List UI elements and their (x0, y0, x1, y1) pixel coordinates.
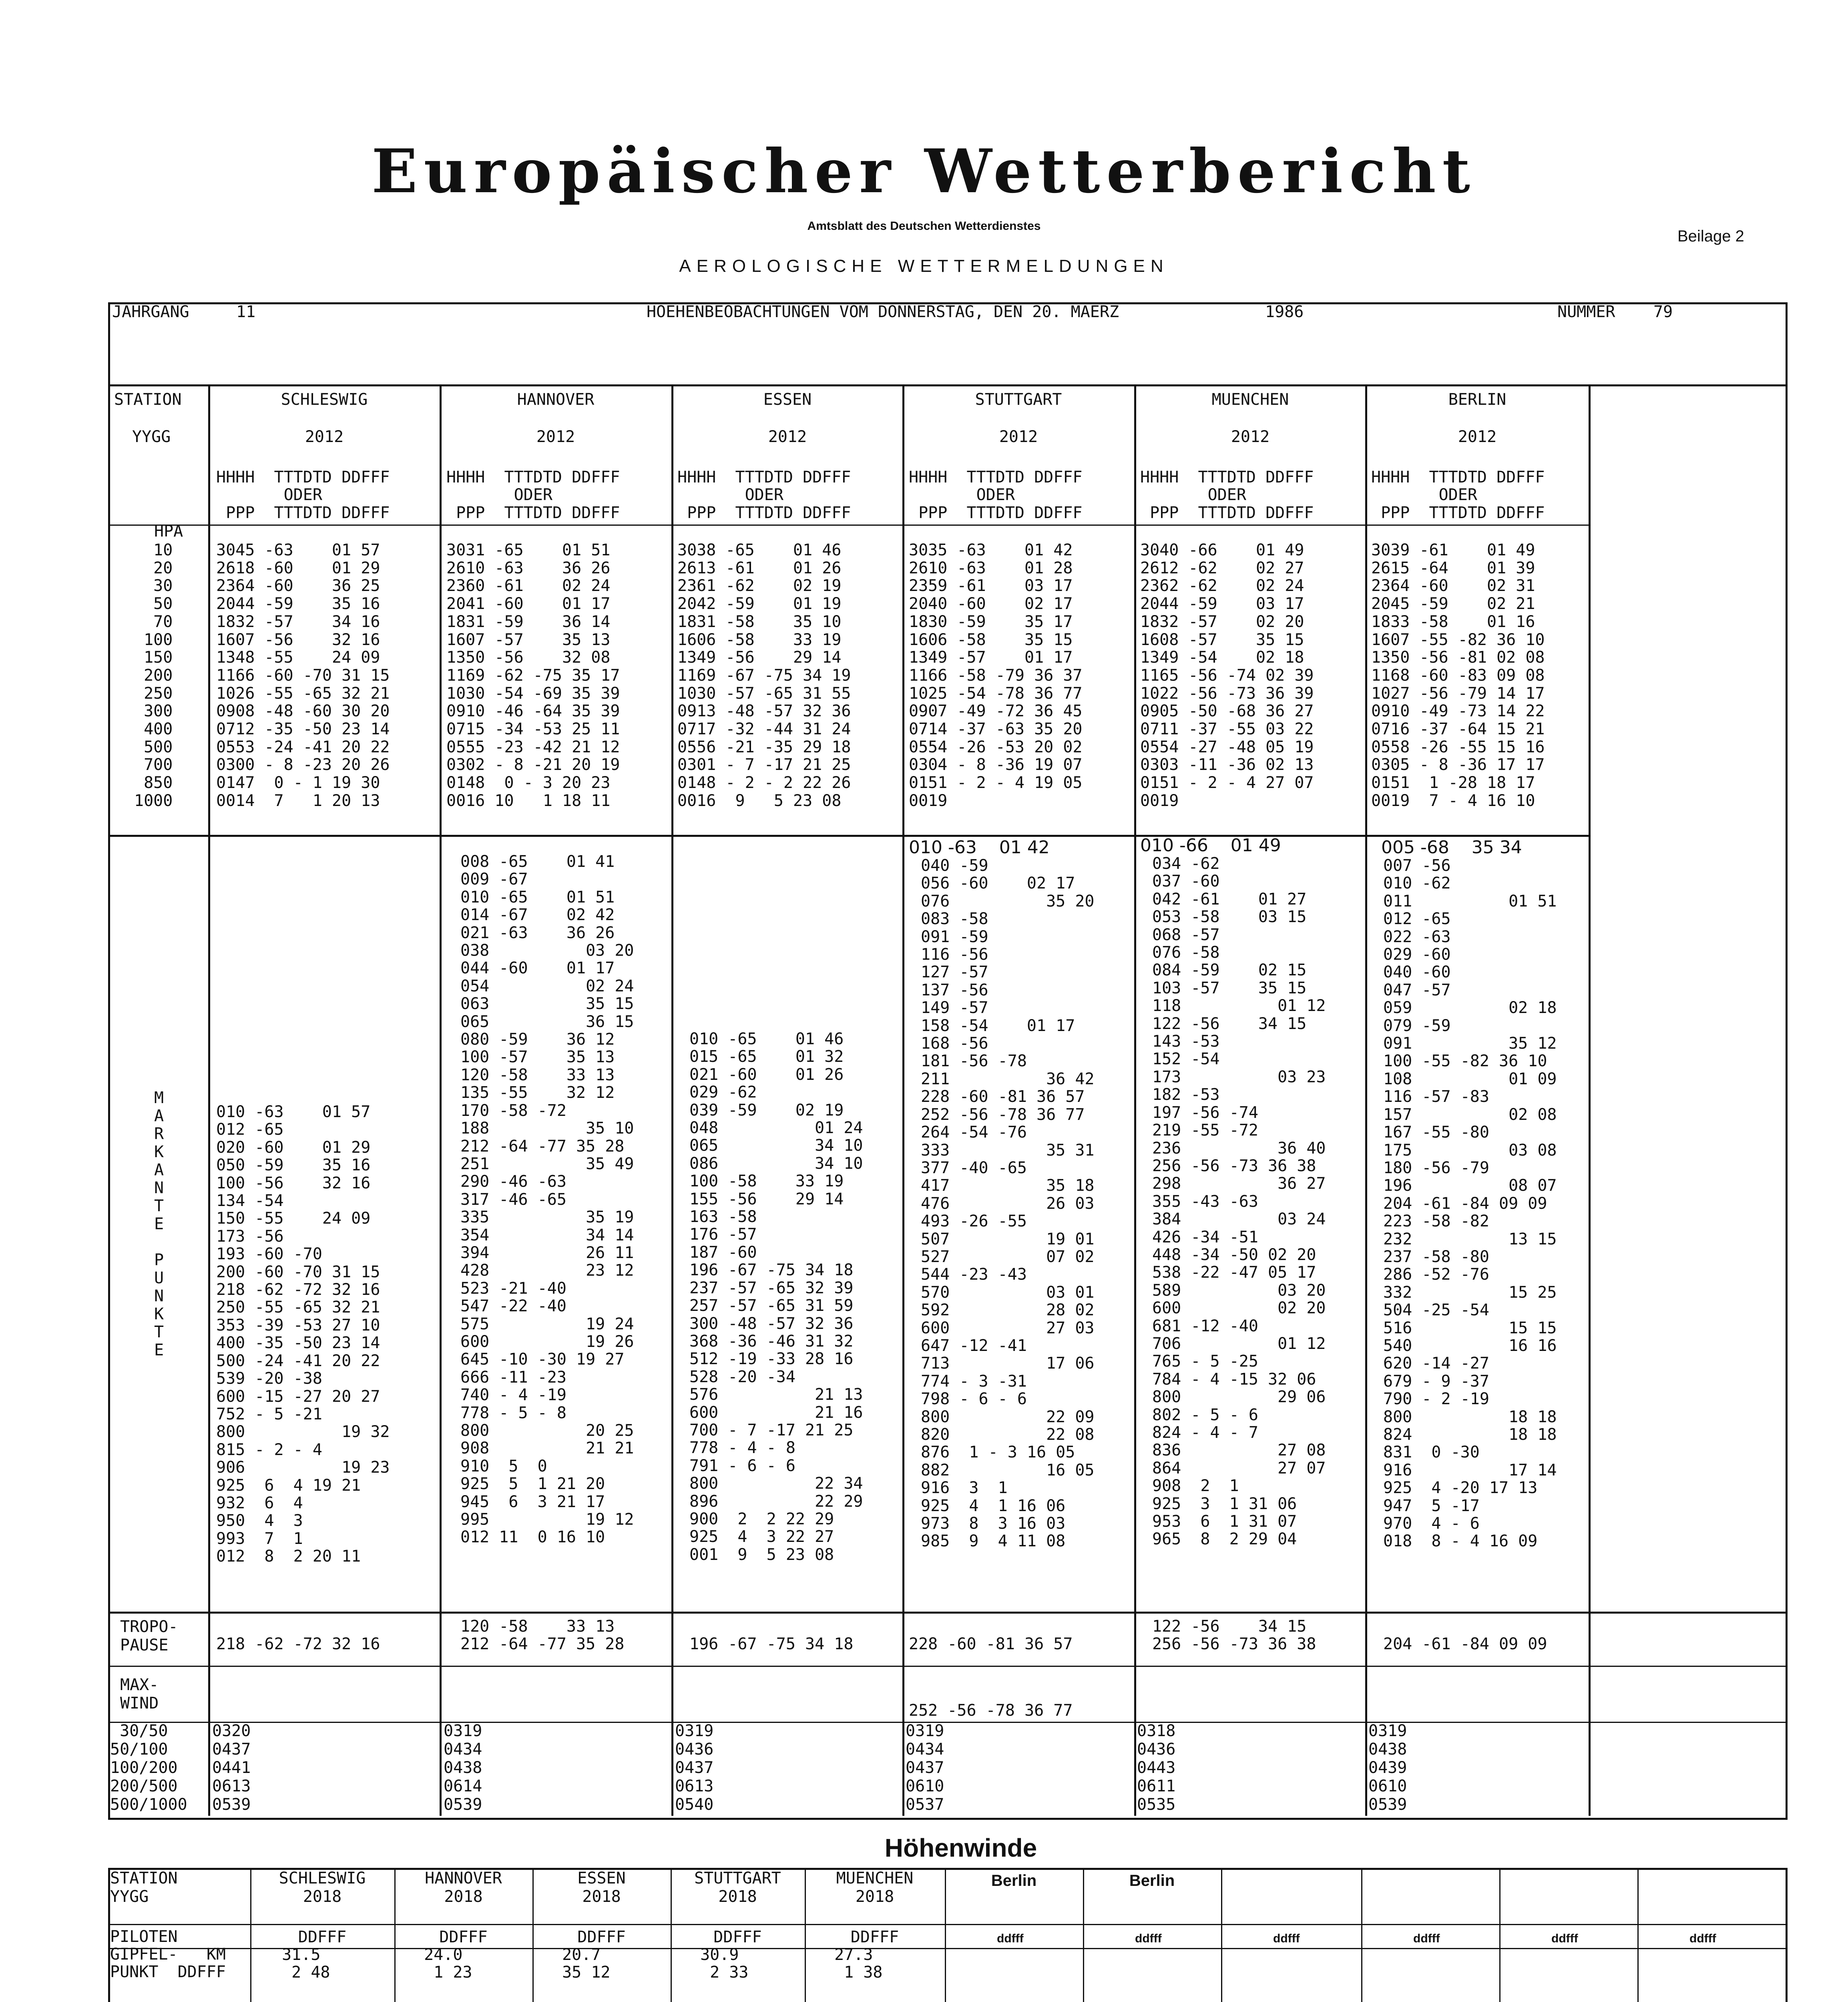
ddfff-head: DDFFF (577, 1928, 626, 1946)
time-label: 2012 (1231, 428, 1270, 446)
tropopause-value: 204 -61 -84 09 09 (1383, 1635, 1547, 1654)
station-name: ESSEN (763, 390, 812, 409)
thickness-values: 0320 0437 0441 0613 0539 (212, 1722, 251, 1814)
gipfel-value: 27.3 1 38 (834, 1946, 883, 1982)
significant-levels: 040 -59 056 -60 02 17 076 35 20 083 -58 091 -59 116 -56 127 -57 137 -56 149 -57 158 -54 01 17 168 -56 181 -56 -78 211 36 42 228 -60 -81 36 57 252 -56 -78 36 77 264 -54 -76 333 35 31 377 -40 -65 417 35 18 476 26 03 493 -26 -55 507 19 01 527 07 02 544 -23 -43 570 03 01 592 28 02 600 27 03 647 -12 -41 713 17 06 774 - 3 -31 798 - 6 - 6 800 22 09 820 22 08 876 1 - 3 16 05 882 16 05 916 3 1 925 4 1 16 06 973 8 3 16 03 985 9 4 11 08 (921, 856, 1095, 1551)
thickness-values: 0318 0436 0443 0611 0535 (1137, 1722, 1176, 1814)
jahrgang-label: JAHRGANG (112, 303, 189, 321)
handwritten-entry: 010 -66 01 49 (1140, 835, 1281, 856)
thickness-values: 0319 0438 0439 0610 0539 (1368, 1722, 1407, 1814)
station-name: MUENCHEN (1211, 390, 1289, 409)
maxwind-label: MAX- WIND (120, 1676, 159, 1713)
time-label: 2018 (718, 1887, 757, 1906)
ddfff-head: DDFFF (850, 1928, 899, 1946)
column-head: HHHH TTTDTD DDFFF ODER PPP TTTDTD DDFFF (1371, 468, 1545, 522)
nummer-value: 79 (1653, 303, 1673, 321)
station-label: STATION (114, 390, 182, 409)
station-name: BERLIN (1448, 390, 1507, 409)
ddfff-small: ddfff (997, 1932, 1024, 1945)
ddfff-head: DDFFF (439, 1928, 488, 1946)
column-head: HHHH TTTDTD DDFFF ODER PPP TTTDTD DDFFF (216, 468, 390, 522)
station-name: HANNOVER (425, 1869, 502, 1887)
beilage-label: Beilage 2 (1677, 227, 1744, 245)
time-label: 2018 (444, 1887, 483, 1906)
ddfff-head: DDFFF (298, 1928, 347, 1946)
handwritten-entry: 005 -68 35 34 (1381, 837, 1522, 858)
significant-levels: 008 -65 01 41 009 -67 010 -65 01 51 014 -67 02 42 021 -63 36 26 038 03 20 044 -60 01 17 054 02 24 063 35 15 065 36 15 080 -59 36 12 100 -57 35 13 120 -58 33 13 135 -55 32 12 170 -58 -72 188 35 10 212 -64 -77 35 28 251 35 49 290 -46 -63 317 -46 -65 335 35 19 354 34 14 394 26 11 428 23 12 523 -21 -40 547 -22 -40 575 19 24 600 19 26 645 -10 -30 19 27 666 -11 -23 740 - 4 -19 778 - 5 - 8 800 20 25 908 21 21 910 5 0 925 5 1 21 20 945 6 3 21 17 995 19 12 012 11 0 16 10 (460, 852, 634, 1547)
ddfff-head: DDFFF (713, 1928, 762, 1946)
thickness-values: 0319 0434 0437 0610 0537 (906, 1722, 944, 1814)
year: 1986 (1265, 303, 1304, 321)
tropopause-value: 228 -60 -81 36 57 (909, 1635, 1073, 1654)
standard-levels: 3031 -65 01 51 2610 -63 36 26 2360 -61 02 24 2041 -60 01 17 1831 -59 36 14 1607 -57 35 13 1350 -56 32 08 1169 -62 -75 35 17 1030 -54 -69 35 39 0910 -46 -64 35 39 0715 -34 -53 25 11 0555 -23 -42 21 12 0302 - 8 -21 20 19 0148 0 - 3 20 23 0016 10 1 18 11 (446, 541, 620, 810)
marked-points-label: M A R K A N T E P U N K T E (154, 1089, 164, 1359)
tropopause-label: TROPO- PAUSE (120, 1618, 178, 1654)
significant-levels: 007 -56 010 -62 011 01 51 012 -65 022 -63 029 -60 040 -60 047 -57 059 02 18 079 -59 091 35 12 100 -55 -82 36 10 108 01 09 116 -57 -83 157 02 08 167 -55 -80 175 03 08 180 -56 -79 196 08 07 204 -61 -84 09 09 223 -58 -82 232 13 15 237 -58 -80 286 -52 -76 332 15 25 504 -25 -54 516 15 15 540 16 16 620 -14 -27 679 - 9 -37 790 - 2 -19 800 18 18 824 18 18 831 0 -30 916 17 14 925 4 -20 17 13 947 5 -17 970 4 - 6 018 8 - 4 16 09 (1383, 856, 1557, 1551)
standard-levels: 3040 -66 01 49 2612 -62 02 27 2362 -62 02 24 2044 -59 03 17 1832 -57 02 20 1608 -57 35 15 1349 -54 02 18 1165 -56 -74 02 39 1022 -56 -73 36 39 0905 -50 -68 36 27 0711 -37 -55 03 22 0554 -27 -48 05 19 0303 -11 -36 02 13 0151 - 2 - 4 27 07 0019 (1140, 541, 1314, 810)
station-name: MUENCHEN (836, 1869, 914, 1887)
thickness-label: 30/50 50/100 100/200 200/500 500/1000 (110, 1722, 187, 1814)
thickness-values: 0319 0436 0437 0613 0540 (675, 1722, 714, 1814)
station-name: ESSEN (577, 1869, 626, 1887)
extra-station-1: Berlin (991, 1872, 1037, 1889)
time-label: 2018 (582, 1887, 621, 1906)
nummer-label: NUMMER (1557, 303, 1615, 321)
extra-station-2: Berlin (1129, 1872, 1175, 1889)
significant-levels: 034 -62 037 -60 042 -61 01 27 053 -58 03 15 068 -57 076 -58 084 -59 02 15 103 -57 35 15 118 01 12 122 -56 34 15 143 -53 152 -54 173 03 23 182 -53 197 -56 -74 219 -55 -72 236 36 40 256 -56 -73 36 38 298 36 27 355 -43 -63 384 03 24 426 -34 -51 448 -34 -50 02 20 538 -22 -47 05 17 589 03 20 600 02 20 681 -12 -40 706 01 12 765 - 5 -25 784 - 4 -15 32 06 800 29 06 802 - 5 - 6 824 - 4 - 7 836 27 08 864 27 07 908 2 1 925 3 1 31 06 953 6 1 31 07 965 8 2 29 04 (1152, 854, 1326, 1549)
station-name: SCHLESWIG (279, 1869, 366, 1887)
time-label: 2012 (1458, 428, 1497, 446)
piloten-label: PILOTEN GIPFEL- KM PUNKT DDFFF (110, 1928, 226, 1981)
winds-station-label: STATION YYGG (110, 1869, 178, 1906)
ddfff-small: ddfff (1273, 1932, 1300, 1945)
gipfel-value: 30.9 2 33 (700, 1946, 749, 1982)
hoehenwinde-title: Höhenwinde (884, 1833, 1037, 1862)
time-label: 2012 (305, 428, 344, 446)
time-label: 2012 (768, 428, 807, 446)
tropopause-value: 122 -56 34 15 256 -56 -73 36 38 (1152, 1617, 1316, 1654)
tropopause-value: 218 -62 -72 32 16 (216, 1635, 380, 1654)
standard-levels: 3035 -63 01 42 2610 -63 01 28 2359 -61 03 17 2040 -60 02 17 1830 -59 35 17 1606 -58 35 15 1349 -57 01 17 1166 -58 -79 36 37 1025 -54 -78 36 77 0907 -49 -72 36 45 0714 -37 -63 35 20 0554 -26 -53 20 02 0304 - 8 -36 19 07 0151 - 2 - 4 19 05 0019 (909, 541, 1083, 810)
time-label: 2018 (303, 1887, 342, 1906)
column-head: HHHH TTTDTD DDFFF ODER PPP TTTDTD DDFFF (1140, 468, 1314, 522)
gipfel-value: 24.0 1 23 (424, 1946, 472, 1982)
standard-levels: 3045 -63 01 57 2618 -60 01 29 2364 -60 36 25 2044 -59 35 16 1832 -57 34 16 1607 -56 32 16 1348 -55 24 09 1166 -60 -70 31 15 1026 -55 -65 32 21 0908 -48 -60 30 20 0712 -35 -50 23 14 0553 -24 -41 20 22 0300 - 8 -23 20 26 0147 0 - 1 19 30 0014 7 1 20 13 (216, 541, 390, 810)
column-head: HHHH TTTDTD DDFFF ODER PPP TTTDTD DDFFF (677, 468, 851, 522)
tropopause-value: 120 -58 33 13 212 -64 -77 35 28 (460, 1617, 625, 1654)
station-name: SCHLESWIG (281, 390, 368, 409)
section-title: AEROLOGISCHE WETTERMELDUNGEN (679, 256, 1169, 276)
column-head: HHHH TTTDTD DDFFF ODER PPP TTTDTD DDFFF (909, 468, 1083, 522)
ddfff-small: ddfff (1551, 1932, 1578, 1945)
page-title: Europäischer Wetterbericht (372, 136, 1476, 207)
time-label: 2012 (999, 428, 1038, 446)
handwritten-entry: 010 -63 01 42 (909, 837, 1050, 858)
jahrgang-value: 11 (236, 303, 256, 321)
tropopause-value: 196 -67 -75 34 18 (689, 1635, 854, 1654)
station-name: HANNOVER (517, 390, 595, 409)
ddfff-small: ddfff (1689, 1932, 1716, 1945)
ddfff-small: ddfff (1135, 1932, 1162, 1945)
time-label: 2012 (536, 428, 575, 446)
column-head: HHHH TTTDTD DDFFF ODER PPP TTTDTD DDFFF (446, 468, 620, 522)
subtitle: Amtsblatt des Deutschen Wetterdienstes (807, 219, 1041, 233)
maxwind-value: 252 -56 -78 36 77 (909, 1701, 1073, 1720)
station-name: STUTTGART (694, 1869, 781, 1887)
gipfel-value: 31.5 2 48 (282, 1946, 330, 1982)
significant-levels: 010 -63 01 57 012 -65 020 -60 01 29 050 -59 35 16 100 -56 32 16 134 -54 150 -55 24 09 173 -56 193 -60 -70 200 -60 -70 31 15 218 -62 -72 32 16 250 -55 -65 32 21 353 -39 -53 27 10 400 -35 -50 23 14 500 -24 -41 20 22 539 -20 -38 600 -15 -27 20 27 752 - 5 -21 800 19 32 815 - 2 - 4 906 19 23 925 6 4 19 21 932 6 4 950 4 3 993 7 1 012 8 2 20 11 (216, 1103, 390, 1566)
significant-levels: 010 -65 01 46 015 -65 01 32 021 -60 01 26 029 -62 039 -59 02 19 048 01 24 065 34 10 086 34 10 100 -58 33 19 155 -56 29 14 163 -58 176 -57 187 -60 196 -67 -75 34 18 237 -57 -65 32 39 257 -57 -65 31 59 300 -48 -57 32 36 368 -36 -46 31 32 512 -19 -33 28 16 528 -20 -34 576 21 13 600 21 16 700 - 7 -17 21 25 778 - 4 - 8 791 - 6 - 6 800 22 34 896 22 29 900 2 2 22 29 925 4 3 22 27 001 9 5 23 08 (689, 1030, 863, 1564)
station-name: STUTTGART (975, 390, 1062, 409)
observation-header: HOEHENBEOBACHTUNGEN VOM DONNERSTAG, DEN 20. MAERZ (647, 303, 1119, 321)
time-label: 2018 (855, 1887, 894, 1906)
standard-levels: 3039 -61 01 49 2615 -64 01 39 2364 -60 02 31 2045 -59 02 21 1833 -58 01 16 1607 -55 -82 36 10 1350 -56 -81 02 08 1168 -60 -83 09 08 1027 -56 -79 14 17 0910 -49 -73 14 22 0716 -37 -64 15 21 0558 -26 -55 15 16 0305 - 8 -36 17 17 0151 1 -28 18 17 0019 7 - 4 16 10 (1371, 541, 1545, 810)
thickness-values: 0319 0434 0438 0614 0539 (444, 1722, 482, 1814)
ddfff-small: ddfff (1413, 1932, 1440, 1945)
gipfel-value: 20.7 35 12 (562, 1946, 611, 1982)
yygg-label: YYGG (132, 428, 171, 446)
hpa-levels: 10 20 30 50 70 100 150 200 250 300 400 500 700 850 1000 (134, 541, 173, 810)
hpa-label: HPA (154, 522, 183, 541)
standard-levels: 3038 -65 01 46 2613 -61 01 26 2361 -62 02 19 2042 -59 01 19 1831 -58 35 10 1606 -58 33 19 1349 -56 29 14 1169 -67 -75 34 19 1030 -57 -65 31 55 0913 -48 -57 32 36 0717 -32 -44 31 24 0556 -21 -35 29 18 0301 - 7 -17 21 25 0148 - 2 - 2 22 26 0016 9 5 23 08 (677, 541, 851, 810)
